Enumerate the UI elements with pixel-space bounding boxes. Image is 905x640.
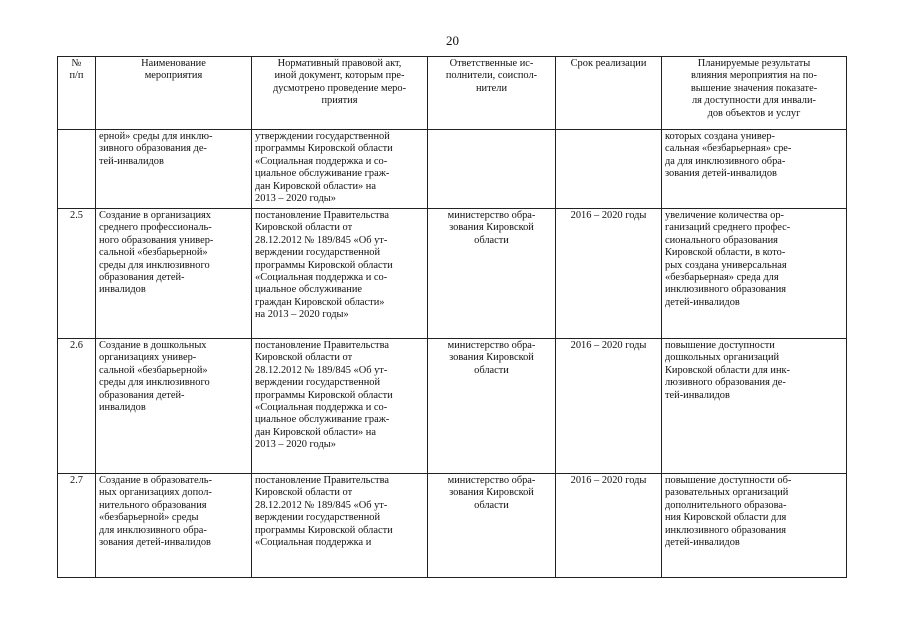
row-number: 2.5: [58, 209, 96, 339]
measures-table: [57, 56, 847, 578]
row-number: [58, 130, 96, 209]
row-results: которых создана универ- сальная «безбарьерная» сре- да для инклюзивного обра- зования детей-инвалидов: [662, 130, 847, 209]
table-row: [58, 474, 847, 578]
row-number: 2.6: [58, 339, 96, 474]
header-measure-name: Наименование мероприятия: [96, 57, 252, 130]
row-executors: министерство обра- зования Кировской области: [428, 474, 556, 578]
row-period: 2016 – 2020 годы: [556, 474, 662, 578]
row-legal-act: постановление Правительства Кировской области от 28.12.2012 № 189/845 «Об ут- верждении государственной программы Кировской области «Социальная поддержка и со- циальное обслуживание граж- дан Кировской области» на 2013 – 2020 годы»: [252, 339, 428, 474]
table-header-row: [58, 57, 847, 130]
row-executors: [428, 130, 556, 209]
table-row: [58, 130, 847, 209]
row-number: 2.7: [58, 474, 96, 578]
header-legal-act: Нормативный правовой акт, иной документ, которым пре- дусмотрено проведение меро- приятия: [252, 57, 428, 130]
header-results: Планируемые результаты влияния мероприятия на по- вышение значения показате- ля доступности для инвали- дов объектов и услуг: [662, 57, 847, 130]
row-executors: министерство обра- зования Кировской области: [428, 209, 556, 339]
row-measure-name: Создание в образователь- ных организациях допол- нительного образования «безбарьерной» среды для инклюзивного обра- зования детей-инвалидов: [96, 474, 252, 578]
row-results: повышение доступности дошкольных организаций Кировской области для инк- люзивного образования де- тей-инвалидов: [662, 339, 847, 474]
row-period: [556, 130, 662, 209]
table-row: [58, 209, 847, 339]
row-measure-name: Создание в дошкольных организациях универ- сальной «безбарьерной» среды для инклюзивного образования детей- инвалидов: [96, 339, 252, 474]
row-period: 2016 – 2020 годы: [556, 339, 662, 474]
page-number: 20: [446, 33, 459, 48]
row-results: повышение доступности об- разовательных организаций дополнительного образова- ния Кировской области для инклюзивного образования детей-инвалидов: [662, 474, 847, 578]
table-row: [58, 339, 847, 474]
header-number: № п/п: [58, 57, 96, 130]
header-period: Срок реализации: [556, 57, 662, 130]
row-legal-act: постановление Правительства Кировской области от 28.12.2012 № 189/845 «Об ут- верждении государственной программы Кировской области «Социальная поддержка и со- циальное обслуживание граждан Кировской области» на 2013 – 2020 годы»: [252, 209, 428, 339]
row-measure-name: ерной» среды для инклю- зивного образования де- тей-инвалидов: [96, 130, 252, 209]
row-results: увеличение количества ор- ганизаций среднего профес- сионального образования Кировской области, в кото- рых создана универсальная «безбарьерная» среда для инклюзивного образования детей-инвалидов: [662, 209, 847, 339]
row-legal-act: утверждении государственной программы Кировской области «Социальная поддержка и со- циальное обслуживание граж- дан Кировской области» на 2013 – 2020 годы»: [252, 130, 428, 209]
row-executors: министерство обра- зования Кировской области: [428, 339, 556, 474]
row-measure-name: Создание в организациях среднего профессиональ- ного образования универ- сальной «безбарьерной» среды для инклюзивного образования детей- инвалидов: [96, 209, 252, 339]
row-legal-act: постановление Правительства Кировской области от 28.12.2012 № 189/845 «Об ут- верждении государственной программы Кировской области «Социальная поддержка и: [252, 474, 428, 578]
header-executors: Ответственные ис- полнители, соиспол- нители: [428, 57, 556, 130]
row-period: 2016 – 2020 годы: [556, 209, 662, 339]
